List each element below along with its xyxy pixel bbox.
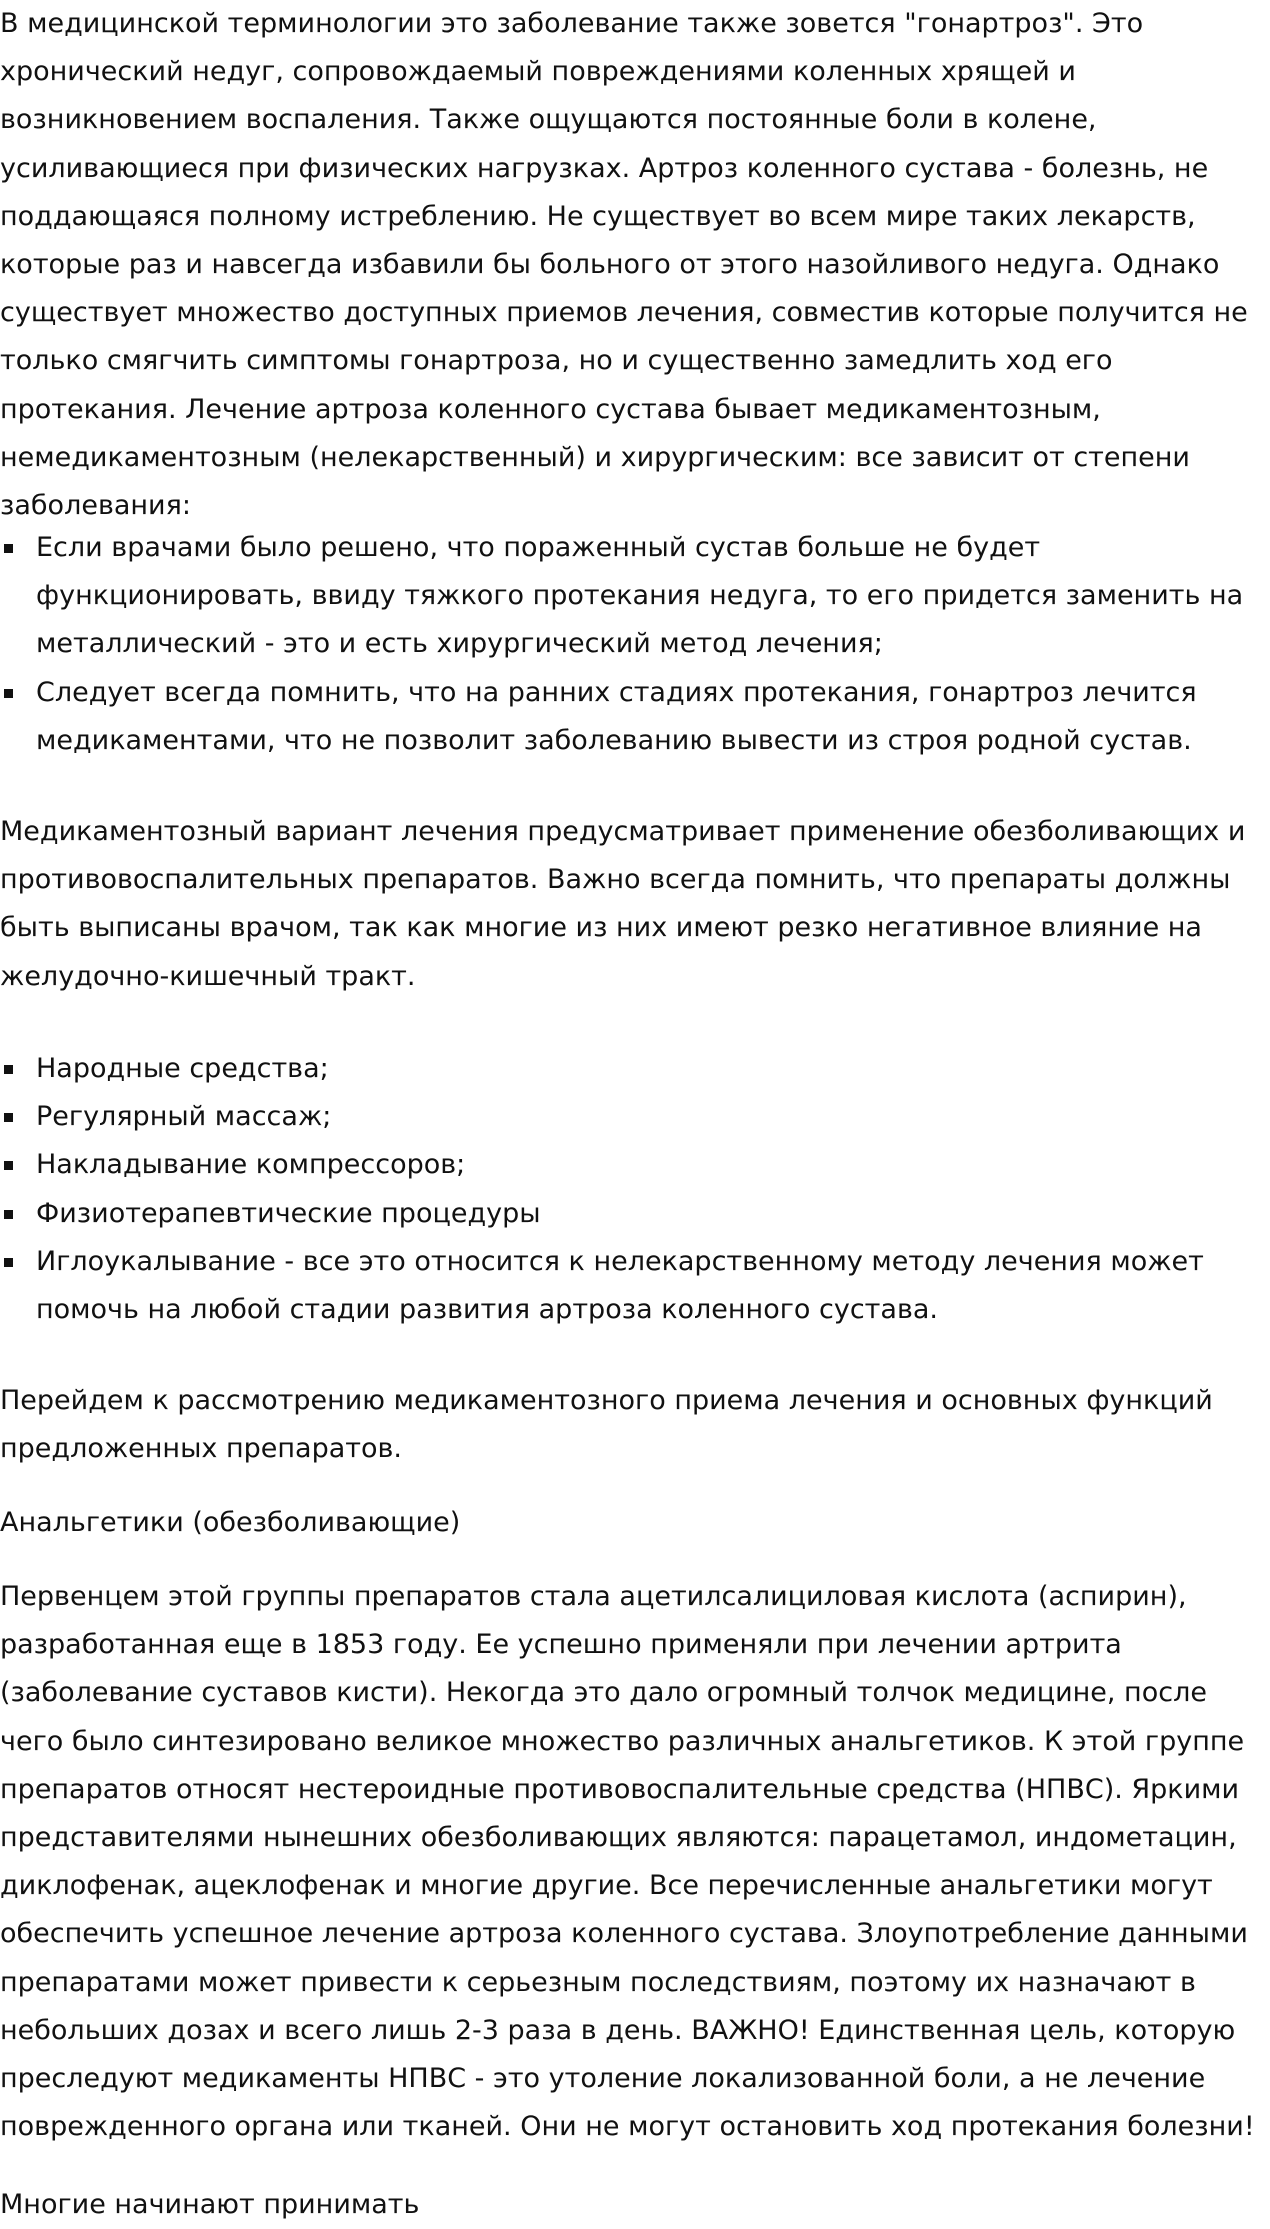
- list-item: Физиотерапевтические процедуры: [0, 1190, 1266, 1238]
- non-drug-methods-list: [0, 1045, 1266, 1334]
- list-item: Следует всегда помнить, что на ранних стадиях протекания, гонартроз лечится медикаментами, что не позволит заболеванию вывести из строя родной сустав.: [0, 669, 1266, 765]
- transition-paragraph: Перейдем к рассмотрению медикаментозного приема лечения и основных функций предложенных препаратов.: [0, 1385, 1213, 1465]
- list-item: Народные средства;: [0, 1045, 1266, 1093]
- treatment-types-list: [0, 524, 1266, 765]
- trailing-paragraph: Многие начинают принимать: [0, 2189, 420, 2220]
- intro-paragraph: В медицинской терминологии это заболевание также зовется "гонартроз". Это хронический недуг, сопровождаемый повреждениями коленных хрящей и возникновением воспаления. Также ощущаются постоянные боли в колене, усиливающиеся при физических нагрузках. Артроз коленного сустава - болезнь, не поддающаяся полному истреблению. Не существует во всем мире таких лекарств, которые раз и навсегда избавили бы больного от этого назойливого недуга. Однако существует множество доступных приемов лечения, совместив которые получится не только смягчить симптомы гонартроза, но и существенно замедлить ход его протекания. Лечение артроза коленного сустава бывает медикаментозным, немедикаментозным (нелекарственный) и хирургическим: все зависит от степени заболевания:: [0, 8, 1248, 522]
- list-item: Если врачами было решено, что пораженный сустав больше не будет функционировать, ввиду тяжкого протекания недуга, то его придется заменить на металлический - это и есть хирургический метод лечения;: [0, 524, 1266, 669]
- list-item: Иглоукалывание - все это относится к нелекарственному методу лечения может помочь на любой стадии развития артроза коленного сустава.: [0, 1238, 1266, 1334]
- medication-paragraph: Медикаментозный вариант лечения предусматривает применение обезболивающих и противовоспалительных препаратов. Важно всегда помнить, что препараты должны быть выписаны врачом, так как многие из них имеют резко негативное влияние на желудочно-кишечный тракт.: [0, 816, 1246, 992]
- list-item: Регулярный массаж;: [0, 1093, 1266, 1141]
- section-heading: Анальгетики (обезболивающие): [0, 1507, 461, 1538]
- list-item: Накладывание компрессоров;: [0, 1141, 1266, 1189]
- analgesics-paragraph: Первенцем этой группы препаратов стала ацетилсалициловая кислота (аспирин), разработанная еще в 1853 году. Ее успешно применяли при лечении артрита (заболевание суставов кисти). Некогда это дало огромный толчок медицине, после чего было синтезировано великое множество различных анальгетиков. К этой группе препаратов относят нестероидные противовоспалительные средства (НПВС). Яркими представителями нынешних обезболивающих являются: парацетамол, индометацин, диклофенак, ацеклофенак и многие другие. Все перечисленные анальгетики могут обеспечить успешное лечение артроза коленного сустава. Злоупотребление данными препаратами может привести к серьезным последствиям, поэтому их назначают в небольших дозах и всего лишь 2-3 раза в день. ВАЖНО! Единственная цель, которую преследуют медикаменты НПВС - это утоление локализованной боли, а не лечение поврежденного органа или тканей. Они не могут остановить ход протекания болезни!: [0, 1581, 1255, 2143]
